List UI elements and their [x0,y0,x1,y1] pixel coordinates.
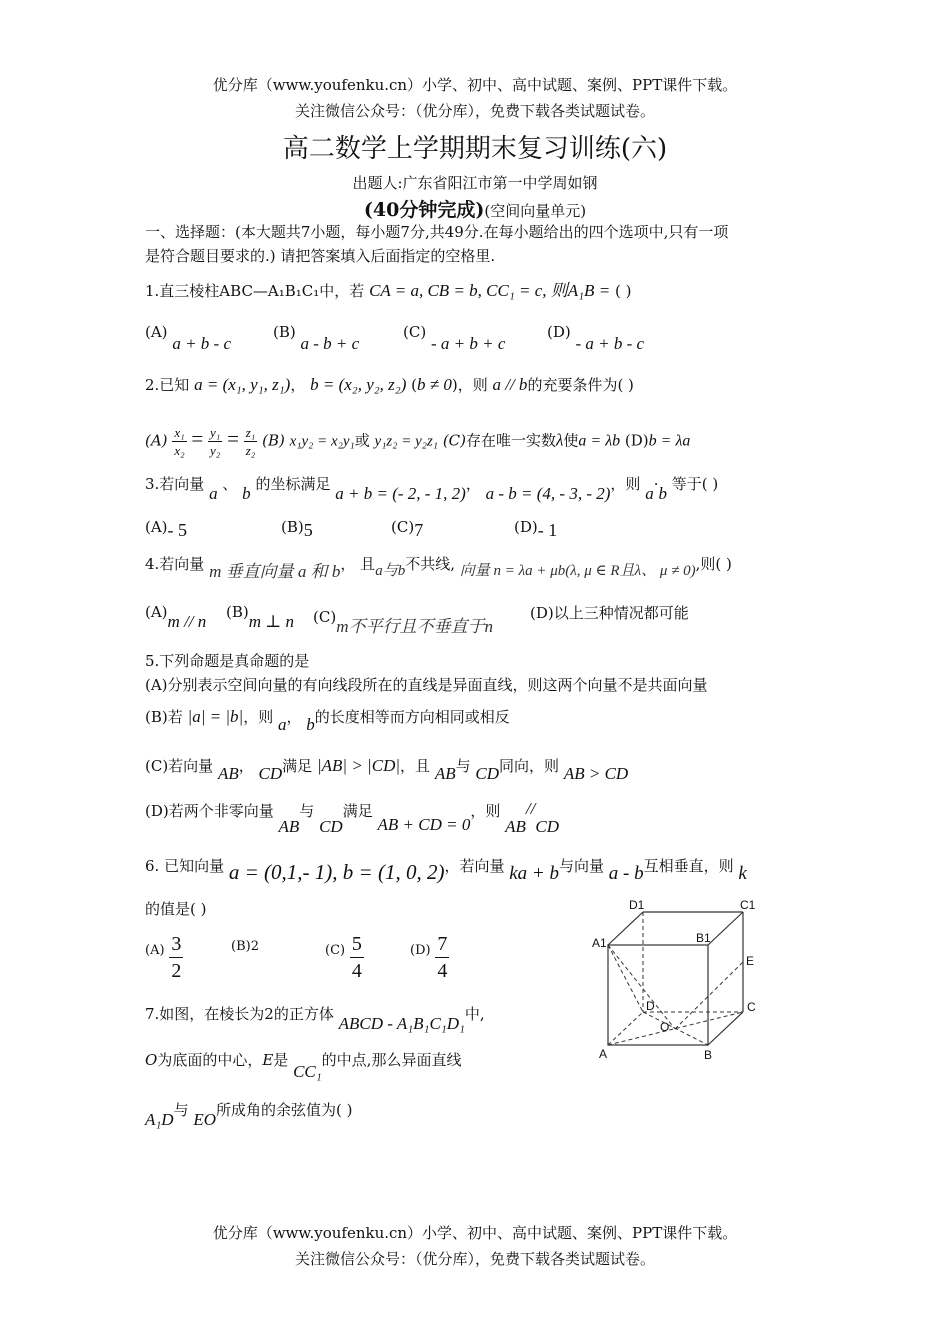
q2-frac-z-num: z₁ [245,425,256,440]
q6-line-2: 的值是( ) [145,900,207,918]
q4-also: 且 [360,555,376,573]
q1-blank: ( ) [614,282,632,300]
q2-comma: ， [290,376,306,394]
q7-point-e: E [262,1051,274,1069]
q4-noncol: 不共线, [405,555,455,573]
q2-frac-y-num: y₁ [210,425,221,440]
q5-option-d-ab: AB [278,817,300,836]
q5-option-b-b: b [306,715,315,734]
q6-option-b-value: 2 [250,939,259,954]
label-c1: C1 [740,898,756,912]
q3-comma: ， [465,475,481,493]
segment-o-e [675,962,743,1029]
q2-rel: a // b [492,375,528,394]
q2-frac-y-den: y₂ [210,443,221,458]
q3-vec-b: b [242,484,251,503]
q2-a-def: a = (x₁, y₁, z₁) [194,375,291,394]
q5-option-b-tail: 的长度相等而方向相同或相反 [314,708,510,726]
q3-option-a [145,516,188,540]
subtitle-line [0,195,950,222]
q3-stem-text: 3.若向量 [145,475,205,493]
q2-frac-x-num: x₁ [174,425,185,440]
q6-stem-text: 6. 已知向量 [145,857,225,875]
q1-option-d-expr: - a + b - c [575,334,645,353]
q2-option-b-or: 或 [354,431,370,450]
q6-option-a-num: 3 [169,931,183,958]
q1-formula: CA = a, CB = b, CC₁ = c, 则A₁B = [369,281,611,300]
q3-eq1: a + b = (- 2, - 1, 2) [335,484,466,503]
q7-line2-b: 是 [273,1051,289,1069]
q6-option-a-den: 2 [171,960,182,982]
q2-stem-text: 2.已知 [145,376,190,394]
q2-option-c-text: 存在唯一实数 [466,431,557,450]
q5-option-b-expr: |a| = |b| [187,707,244,726]
q6-v1: ka + b [509,863,559,884]
q2-option-c-lambda: λ [556,430,564,450]
q4-expr1: m 垂直向量 a 和 b [209,562,341,581]
q3-option-c-value: 7 [414,520,424,540]
q5-option-c [145,755,629,783]
q3-option-d-label: (D) [514,518,538,536]
q1-option-b-label: (B) [273,323,296,341]
q5-option-b-sep: ， [286,708,302,726]
q7-line-3 [145,1099,353,1129]
q6-option-c-frac [350,931,364,984]
q3-sep: 、 [222,475,238,493]
q5-option-c-expr: |AB| > |CD| [316,756,401,775]
question-1-stem [145,276,631,301]
question-3-stem [145,473,719,503]
q6-option-b [231,939,259,954]
q1-option-a [145,322,232,353]
q1-option-b-expr: a - b + c [300,334,360,353]
q2-option-d-expr: b = λa [648,432,691,450]
q7-with: 与 [173,1101,189,1119]
q5-option-c-mid2: ，且 [400,757,431,775]
q4-option-d [530,602,689,623]
q6-option-a-label: (A) [145,942,165,958]
q3-option-c [391,516,424,540]
question-5-stem: 5.下列命题是真命题的是 [145,652,310,670]
question-2-options [145,424,690,459]
q5-option-b-mid: ，则 [243,708,274,726]
q2-cond: b ≠ 0 [417,375,452,394]
q2-b-def: b = (x₂, y₂, z₂) [310,375,407,394]
q2-option-a-label: (A) [145,431,168,450]
q3-option-a-label: (A) [145,518,168,536]
q7-line2-a: 为底面的中心， [157,1051,263,1069]
q2-option-c-make: 使 [563,431,579,450]
q2-option-a-eq2: = [227,426,239,451]
q4-expr2: a与b [375,563,406,579]
q5-option-c-ab: AB [217,764,239,783]
q7-line-2 [145,1049,462,1081]
segment-a1-d [608,945,643,1012]
q4-option-a-expr: m // n [167,612,207,631]
q5-option-d-cd2: CD [535,817,559,836]
q3-option-b-label: (B) [281,518,304,536]
q2-option-a-eq1: = [191,426,204,451]
q1-stem-text: 1.直三棱柱ABC—A₁B₁C₁中，若 [145,282,365,300]
q1-option-a-expr: a + b - c [172,334,232,353]
q3-option-d [514,516,558,540]
edge-b1-c1 [708,912,743,945]
label-o: O [660,1020,670,1034]
q3-option-b-value: 5 [303,520,313,540]
q6-option-b-label: (B) [231,939,251,954]
q5-option-c-sep: ， [238,757,254,775]
q4-option-b-label: (B) [226,603,249,621]
q1-option-c [403,322,506,353]
q5-option-d-expr: AB + CD = 0 [377,815,471,834]
q3-tail: 等于( ) [671,475,719,493]
q6-option-d-frac [435,931,449,984]
subtitle-unit: (空间向量单元) [484,202,587,220]
q6-option-d-den: 4 [437,960,448,982]
q3-dot: · [653,475,659,493]
q3-mid: 的坐标满足 [255,475,331,493]
q6-option-d-num: 7 [435,931,449,958]
q1-option-a-label: (A) [145,323,168,341]
q4-option-a [145,602,207,631]
edge-b-c [708,1012,743,1045]
q7-point-o: O [145,1051,158,1069]
q4-option-b [226,602,294,631]
q6-option-c-den: 4 [351,960,362,982]
q6-option-a-frac [169,931,183,984]
q4-comma: ， [340,555,356,573]
q5-option-c-same: 同向，则 [499,757,560,775]
q5-option-c-concl: AB > CD [563,764,629,783]
label-a1: A1 [592,936,607,950]
q2-option-c-expr: a = λb [578,432,621,450]
q1-option-d [547,322,645,353]
q5-option-d-ab2: AB [505,817,526,836]
header-line-2: 关注微信公众号：（优分库），免费下载各类试题试卷。 [294,102,655,120]
label-e: E [746,954,755,968]
q3-vec-b2: b [658,484,667,503]
q1-option-b [273,322,360,353]
q7-line2-c: 的中点,那么异面直线 [321,1051,462,1069]
q4-option-c-expr: m不平行且不垂直于n [336,617,493,636]
footer-line-1: 优分库（www.youfenku.cn）小学、初中、高中试题、案例、PPT课件下载。 [212,1224,738,1242]
q6-option-a [145,931,183,984]
q6-perp: 互相垂直，则 [643,857,734,875]
q4-tail: ,则( ) [695,555,732,573]
label-a: A [599,1047,608,1061]
q4-stem-text: 4.若向量 [145,555,205,573]
q6-v2: a - b [608,863,644,884]
instructions-line-1: 一、选择题：(本大题共7小题，每小题7分,共49分.在每小题给出的四个选项中,只有一项 [145,223,729,241]
q5-option-d [145,799,559,836]
q2-option-c-label: (C) [442,431,466,450]
q4-expr3: 向量 n = λa + μb(λ, μ ∈ R且λ、 μ ≠ 0) [459,563,696,579]
question-4-stem [145,549,732,581]
q2-cond-open: ( [411,376,417,394]
q5-option-c-pre: (C)若向量 [145,757,214,775]
label-d1: D1 [629,898,645,912]
label-c: C [747,1000,756,1014]
q3-vec-a2: a [645,484,654,503]
q2-frac-y [208,424,222,459]
cube-figure [585,895,775,1070]
subtitle-time: (40分钟完成) [363,199,485,221]
q2-frac-z-den: z₂ [245,443,256,458]
q5-option-d-mid: 满足 [342,802,373,820]
q7-cc1: CC₁ [293,1062,322,1081]
q7-cube: ABCD - A₁B₁C₁D₁ [338,1014,465,1033]
cube-front-face [608,945,708,1045]
q5-option-b-a: a [277,715,287,734]
q5-option-d-with: 与 [299,802,315,820]
q6-mid: ，若向量 [444,857,505,875]
q1-option-c-label: (C) [403,323,427,341]
q5-option-d-then: ，则 [470,802,501,820]
q5-option-a: (A)分别表示空间向量的有向线段所在的直线是异面直线，则这两个向量不是共面向量 [145,676,708,694]
q7-stem-text: 7.如图，在棱长为2的正方体 [145,1005,334,1023]
author-line: 出题人:广东省阳江市第一中学周如钢 [352,174,598,192]
segment-a1-o [608,945,675,1029]
q7-eo: EO [193,1110,217,1129]
q4-option-d-label: (D) [530,604,554,622]
q5-option-c-with: 与 [455,757,471,775]
q3-option-c-label: (C) [391,518,415,536]
q7-mid: 中, [464,1005,485,1023]
q5-option-c-cd: CD [258,764,283,783]
q4-option-c [313,602,493,636]
q5-option-c-cd2: CD [475,764,500,783]
q6-with: 与向量 [559,857,605,875]
q6-option-c-num: 5 [350,931,364,958]
instructions-line-2: 是符合题目要求的.) 请把答案填入后面指定的空格里. [145,247,496,265]
q7-a1d: A₁D [145,1110,174,1129]
q5-option-b-pre: (B)若 [145,708,183,726]
q1-option-d-label: (D) [547,323,571,341]
q3-option-b [281,516,313,540]
q4-option-d-expr: 以上三种情况都可能 [553,604,689,622]
question-2-stem [145,374,634,395]
q6-option-c-label: (C) [325,942,346,958]
q3-then: ，则 [610,475,641,493]
q5-option-d-cd: CD [319,817,343,836]
q5-option-c-mid: 满足 [282,757,313,775]
q2-option-b-label: (B) [262,431,285,450]
label-d: D [646,999,655,1013]
q6-option-d-label: (D) [410,942,431,958]
q3-eq2: a - b = (4, - 3, - 2) [485,484,611,503]
q2-tail: 的充要条件为( ) [527,376,634,394]
hidden-edge-a-d [608,1012,643,1045]
q4-option-b-expr: m ⊥ n [248,612,294,631]
q6-option-c [325,931,364,984]
label-b1: B1 [696,931,711,945]
question-7-stem [145,1003,485,1033]
question-6-stem [145,852,747,884]
edge-a1-d1 [608,912,643,945]
header-line-1: 优分库（www.youfenku.cn）小学、初中、高中试题、案例、PPT课件下载。 [212,76,738,94]
q5-option-d-pre: (D)若两个非零向量 [145,802,274,820]
q7-line3-tail: 所成角的余弦值为( ) [216,1101,353,1119]
q2-cond-close: )，则 [451,376,488,394]
label-b: B [704,1048,713,1062]
q1-option-c-expr: - a + b + c [430,334,506,353]
q2-frac-x [172,424,186,459]
q6-k: k [738,863,747,884]
q6-vec: a = (0,1,- 1), b = (1, 0, 2) [228,860,445,884]
q3-option-a-value: - 5 [167,520,188,540]
q5-option-d-par: // [525,799,536,818]
page-title: 高二数学上学期期末复习训练(六) [282,134,668,164]
footer-line-2: 关注微信公众号：（优分库），免费下载各类试题试卷。 [294,1250,655,1268]
q3-option-d-value: - 1 [537,520,558,540]
q2-frac-z [244,424,258,459]
q2-option-b-expr1: x₁y₂ = x₂y₁ [289,433,355,450]
q2-option-d-label: (D) [624,431,649,450]
q6-option-d [410,931,449,984]
q4-option-c-label: (C) [313,608,337,626]
q2-option-b-expr2: y₁z₂ = y₂z₁ [374,433,439,450]
q5-option-c-ab2: AB [434,764,456,783]
q4-option-a-label: (A) [145,603,168,621]
q2-frac-x-den: x₂ [174,443,185,458]
q5-option-b [145,706,510,734]
q3-vec-a: a [209,484,218,503]
